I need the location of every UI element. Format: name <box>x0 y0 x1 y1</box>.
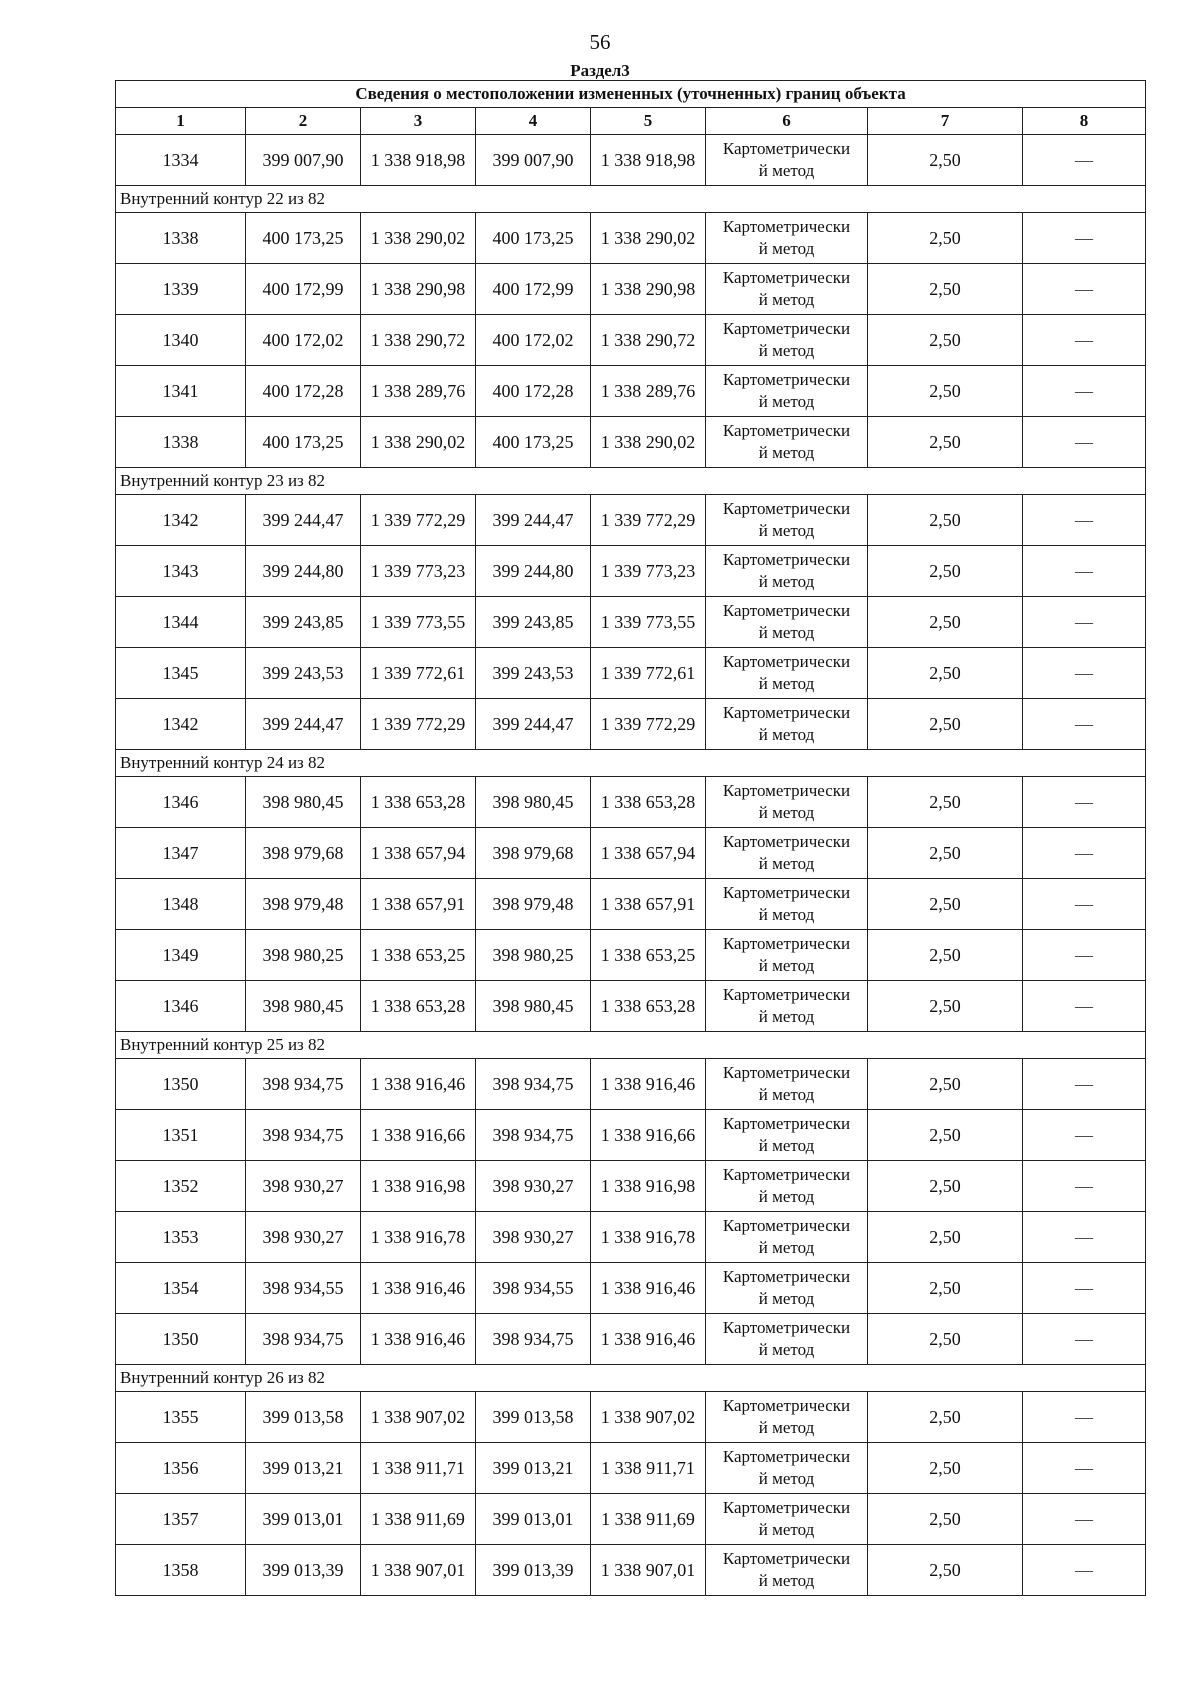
table-cell-col-6: Картометрически й метод <box>706 1110 868 1161</box>
table-cell-col-6: Картометрически й метод <box>706 1494 868 1545</box>
table-cell-col-7: 2,50 <box>868 135 1023 186</box>
table-cell-col-2: 399 244,47 <box>246 699 361 750</box>
table-cell-col-8: — <box>1023 264 1146 315</box>
table-cell-col-6: Картометрически й метод <box>706 1545 868 1596</box>
table-row <box>116 546 1146 597</box>
contour-header-row <box>116 1365 1146 1392</box>
table-cell-col-7: 2,50 <box>868 546 1023 597</box>
table-cell-col-5: 1 338 290,02 <box>591 417 706 468</box>
table-cell-col-2: 400 173,25 <box>246 417 361 468</box>
table-cell-col-7: 2,50 <box>868 1443 1023 1494</box>
table-cell-col-8: — <box>1023 699 1146 750</box>
table-cell-col-5: 1 338 653,25 <box>591 930 706 981</box>
table-cell-col-5: 1 339 772,29 <box>591 699 706 750</box>
table-cell-col-6: Картометрически й метод <box>706 546 868 597</box>
table-cell-col-5: 1 339 773,55 <box>591 597 706 648</box>
column-number-6: 6 <box>706 108 868 135</box>
table-cell-col-6: Картометрически й метод <box>706 1161 868 1212</box>
column-number-1: 1 <box>116 108 246 135</box>
table-row <box>116 777 1146 828</box>
table-cell-col-1: 1334 <box>116 135 246 186</box>
table-cell-col-3: 1 338 653,28 <box>361 777 476 828</box>
table-cell-col-3: 1 339 772,29 <box>361 495 476 546</box>
table-cell-col-3: 1 338 916,46 <box>361 1314 476 1365</box>
table-row <box>116 366 1146 417</box>
table-cell-col-7: 2,50 <box>868 366 1023 417</box>
table-row <box>116 495 1146 546</box>
table-cell-col-6: Картометрически й метод <box>706 648 868 699</box>
table-cell-col-7: 2,50 <box>868 417 1023 468</box>
table-cell-col-2: 399 243,53 <box>246 648 361 699</box>
table-cell-col-8: — <box>1023 495 1146 546</box>
table-cell-col-4: 398 980,25 <box>476 930 591 981</box>
contour-label: Внутренний контур 22 из 82 <box>116 186 1146 213</box>
table-cell-col-4: 398 980,45 <box>476 981 591 1032</box>
table-cell-col-4: 398 934,75 <box>476 1314 591 1365</box>
table-cell-col-3: 1 339 773,23 <box>361 546 476 597</box>
table-cell-col-3: 1 338 657,91 <box>361 879 476 930</box>
table-cell-col-6: Картометрически й метод <box>706 1212 868 1263</box>
table-row <box>116 1110 1146 1161</box>
page-number: 56 <box>589 30 611 54</box>
table-cell-col-1: 1353 <box>116 1212 246 1263</box>
table-cell-col-4: 398 934,75 <box>476 1110 591 1161</box>
column-number-5: 5 <box>591 108 706 135</box>
table-cell-col-4: 400 172,99 <box>476 264 591 315</box>
table-cell-col-3: 1 339 772,29 <box>361 699 476 750</box>
table-row <box>116 879 1146 930</box>
table-cell-col-2: 398 980,45 <box>246 777 361 828</box>
table-cell-col-4: 399 244,80 <box>476 546 591 597</box>
table-cell-col-4: 400 173,25 <box>476 213 591 264</box>
table-cell-col-7: 2,50 <box>868 264 1023 315</box>
table-cell-col-2: 399 013,01 <box>246 1494 361 1545</box>
table-cell-col-8: — <box>1023 546 1146 597</box>
table-cell-col-1: 1338 <box>116 417 246 468</box>
table-row <box>116 981 1146 1032</box>
table-cell-col-5: 1 339 772,29 <box>591 495 706 546</box>
table-cell-col-2: 398 934,75 <box>246 1059 361 1110</box>
table-cell-col-8: — <box>1023 1443 1146 1494</box>
table-cell-col-2: 400 172,02 <box>246 315 361 366</box>
table-cell-col-2: 399 013,21 <box>246 1443 361 1494</box>
table-cell-col-4: 399 013,01 <box>476 1494 591 1545</box>
table-cell-col-1: 1350 <box>116 1059 246 1110</box>
table-cell-col-7: 2,50 <box>868 1545 1023 1596</box>
table-cell-col-7: 2,50 <box>868 777 1023 828</box>
column-number-3: 3 <box>361 108 476 135</box>
table-cell-col-8: — <box>1023 213 1146 264</box>
table-cell-col-2: 399 007,90 <box>246 135 361 186</box>
table-cell-col-5: 1 338 911,69 <box>591 1494 706 1545</box>
table-cell-col-8: — <box>1023 1110 1146 1161</box>
table-cell-col-7: 2,50 <box>868 648 1023 699</box>
table-cell-col-8: — <box>1023 1161 1146 1212</box>
table-cell-col-3: 1 338 911,69 <box>361 1494 476 1545</box>
table-cell-col-6: Картометрически й метод <box>706 699 868 750</box>
table-cell-col-6: Картометрически й метод <box>706 828 868 879</box>
table-cell-col-5: 1 338 916,66 <box>591 1110 706 1161</box>
table-cell-col-8: — <box>1023 1392 1146 1443</box>
table-cell-col-1: 1339 <box>116 264 246 315</box>
table-cell-col-3: 1 338 653,25 <box>361 930 476 981</box>
column-number-7: 7 <box>868 108 1023 135</box>
table-cell-col-7: 2,50 <box>868 1161 1023 1212</box>
table-cell-col-1: 1357 <box>116 1494 246 1545</box>
table-caption: Сведения о местоположении измененных (уточненных) границ объекта <box>116 81 1146 108</box>
contour-label: Внутренний контур 23 из 82 <box>116 468 1146 495</box>
table-cell-col-2: 400 173,25 <box>246 213 361 264</box>
table-cell-col-8: — <box>1023 1494 1146 1545</box>
table-cell-col-5: 1 338 916,46 <box>591 1314 706 1365</box>
table-cell-col-3: 1 338 290,72 <box>361 315 476 366</box>
table-cell-col-3: 1 338 289,76 <box>361 366 476 417</box>
table-cell-col-4: 399 013,58 <box>476 1392 591 1443</box>
table-row <box>116 417 1146 468</box>
table-cell-col-7: 2,50 <box>868 981 1023 1032</box>
table-row <box>116 264 1146 315</box>
table-cell-col-1: 1352 <box>116 1161 246 1212</box>
table-cell-col-6: Картометрически й метод <box>706 264 868 315</box>
table-cell-col-1: 1351 <box>116 1110 246 1161</box>
table-cell-col-5: 1 338 290,72 <box>591 315 706 366</box>
table-cell-col-1: 1350 <box>116 1314 246 1365</box>
table-cell-col-7: 2,50 <box>868 828 1023 879</box>
table-cell-col-2: 399 013,39 <box>246 1545 361 1596</box>
table-row <box>116 1059 1146 1110</box>
table-cell-col-1: 1346 <box>116 981 246 1032</box>
table-cell-col-4: 399 013,39 <box>476 1545 591 1596</box>
column-number-2: 2 <box>246 108 361 135</box>
table-cell-col-4: 399 243,53 <box>476 648 591 699</box>
table-cell-col-1: 1343 <box>116 546 246 597</box>
table-cell-col-6: Картометрически й метод <box>706 1392 868 1443</box>
table-cell-col-5: 1 338 653,28 <box>591 777 706 828</box>
table-cell-col-2: 399 244,47 <box>246 495 361 546</box>
table-cell-col-5: 1 338 907,02 <box>591 1392 706 1443</box>
table-cell-col-1: 1354 <box>116 1263 246 1314</box>
table-cell-col-3: 1 338 653,28 <box>361 981 476 1032</box>
table-cell-col-1: 1345 <box>116 648 246 699</box>
table-cell-col-2: 399 244,80 <box>246 546 361 597</box>
table-cell-col-4: 399 244,47 <box>476 699 591 750</box>
column-number-row <box>116 108 1146 135</box>
table-cell-col-2: 398 930,27 <box>246 1161 361 1212</box>
table-cell-col-1: 1347 <box>116 828 246 879</box>
table-cell-col-5: 1 338 916,78 <box>591 1212 706 1263</box>
table-cell-col-5: 1 338 907,01 <box>591 1545 706 1596</box>
table-cell-col-2: 399 243,85 <box>246 597 361 648</box>
table-cell-col-1: 1355 <box>116 1392 246 1443</box>
table-row <box>116 930 1146 981</box>
table-cell-col-8: — <box>1023 930 1146 981</box>
table-cell-col-6: Картометрически й метод <box>706 417 868 468</box>
table-row <box>116 648 1146 699</box>
table-cell-col-5: 1 338 916,98 <box>591 1161 706 1212</box>
table-cell-col-7: 2,50 <box>868 1263 1023 1314</box>
table-cell-col-5: 1 338 911,71 <box>591 1443 706 1494</box>
table-cell-col-7: 2,50 <box>868 1392 1023 1443</box>
coordinates-table-container <box>115 80 1145 1596</box>
table-cell-col-3: 1 338 918,98 <box>361 135 476 186</box>
table-cell-col-2: 398 979,68 <box>246 828 361 879</box>
table-row <box>116 1161 1146 1212</box>
table-cell-col-1: 1349 <box>116 930 246 981</box>
table-cell-col-6: Картометрически й метод <box>706 1443 868 1494</box>
table-row <box>116 1443 1146 1494</box>
table-cell-col-1: 1342 <box>116 495 246 546</box>
table-cell-col-3: 1 338 290,02 <box>361 213 476 264</box>
contour-header-row <box>116 750 1146 777</box>
table-row <box>116 213 1146 264</box>
table-cell-col-4: 400 173,25 <box>476 417 591 468</box>
table-cell-col-5: 1 338 653,28 <box>591 981 706 1032</box>
table-cell-col-6: Картометрически й метод <box>706 777 868 828</box>
table-cell-col-1: 1341 <box>116 366 246 417</box>
table-cell-col-4: 399 013,21 <box>476 1443 591 1494</box>
table-cell-col-8: — <box>1023 1212 1146 1263</box>
table-cell-col-3: 1 338 911,71 <box>361 1443 476 1494</box>
contour-header-row <box>116 1032 1146 1059</box>
table-row <box>116 1545 1146 1596</box>
table-cell-col-4: 400 172,28 <box>476 366 591 417</box>
table-cell-col-2: 398 934,75 <box>246 1110 361 1161</box>
table-cell-col-6: Картометрически й метод <box>706 879 868 930</box>
table-cell-col-3: 1 338 916,46 <box>361 1059 476 1110</box>
column-number-4: 4 <box>476 108 591 135</box>
table-cell-col-2: 398 979,48 <box>246 879 361 930</box>
table-row <box>116 135 1146 186</box>
table-cell-col-7: 2,50 <box>868 597 1023 648</box>
table-cell-col-7: 2,50 <box>868 315 1023 366</box>
table-cell-col-6: Картометрически й метод <box>706 495 868 546</box>
contour-label: Внутренний контур 25 из 82 <box>116 1032 1146 1059</box>
table-cell-col-8: — <box>1023 1545 1146 1596</box>
table-cell-col-4: 400 172,02 <box>476 315 591 366</box>
table-cell-col-2: 398 980,25 <box>246 930 361 981</box>
table-cell-col-8: — <box>1023 828 1146 879</box>
table-cell-col-3: 1 339 773,55 <box>361 597 476 648</box>
table-cell-col-2: 398 930,27 <box>246 1212 361 1263</box>
table-cell-col-2: 400 172,99 <box>246 264 361 315</box>
table-cell-col-5: 1 339 772,61 <box>591 648 706 699</box>
table-cell-col-8: — <box>1023 315 1146 366</box>
contour-header-row <box>116 186 1146 213</box>
table-cell-col-8: — <box>1023 777 1146 828</box>
table-cell-col-5: 1 339 773,23 <box>591 546 706 597</box>
table-row <box>116 1494 1146 1545</box>
table-cell-col-3: 1 338 916,66 <box>361 1110 476 1161</box>
table-body <box>116 135 1146 1596</box>
table-cell-col-7: 2,50 <box>868 879 1023 930</box>
table-cell-col-8: — <box>1023 1314 1146 1365</box>
table-cell-col-1: 1348 <box>116 879 246 930</box>
table-cell-col-1: 1342 <box>116 699 246 750</box>
table-cell-col-4: 398 934,75 <box>476 1059 591 1110</box>
table-cell-col-8: — <box>1023 366 1146 417</box>
table-cell-col-1: 1338 <box>116 213 246 264</box>
table-row <box>116 1392 1146 1443</box>
table-cell-col-6: Картометрически й метод <box>706 366 868 417</box>
table-row <box>116 699 1146 750</box>
table-cell-col-7: 2,50 <box>868 699 1023 750</box>
table-cell-col-5: 1 338 289,76 <box>591 366 706 417</box>
table-cell-col-6: Картометрически й метод <box>706 597 868 648</box>
section-title: Раздел3 <box>570 61 630 80</box>
table-cell-col-3: 1 338 916,46 <box>361 1263 476 1314</box>
table-cell-col-7: 2,50 <box>868 930 1023 981</box>
table-cell-col-3: 1 338 290,02 <box>361 417 476 468</box>
table-cell-col-5: 1 338 916,46 <box>591 1263 706 1314</box>
table-cell-col-4: 398 979,48 <box>476 879 591 930</box>
table-row <box>116 1314 1146 1365</box>
table-cell-col-7: 2,50 <box>868 213 1023 264</box>
table-cell-col-1: 1344 <box>116 597 246 648</box>
table-cell-col-1: 1358 <box>116 1545 246 1596</box>
table-cell-col-5: 1 338 290,98 <box>591 264 706 315</box>
table-cell-col-6: Картометрически й метод <box>706 930 868 981</box>
table-cell-col-8: — <box>1023 597 1146 648</box>
table-cell-col-5: 1 338 657,94 <box>591 828 706 879</box>
table-row <box>116 828 1146 879</box>
table-cell-col-3: 1 338 290,98 <box>361 264 476 315</box>
table-cell-col-7: 2,50 <box>868 1494 1023 1545</box>
table-cell-col-8: — <box>1023 1263 1146 1314</box>
table-cell-col-8: — <box>1023 879 1146 930</box>
table-cell-col-4: 399 244,47 <box>476 495 591 546</box>
table-cell-col-8: — <box>1023 135 1146 186</box>
table-cell-col-6: Картометрически й метод <box>706 1314 868 1365</box>
table-cell-col-5: 1 338 918,98 <box>591 135 706 186</box>
coordinates-table <box>115 80 1146 1596</box>
table-cell-col-4: 398 934,55 <box>476 1263 591 1314</box>
table-cell-col-2: 398 934,55 <box>246 1263 361 1314</box>
table-cell-col-4: 398 930,27 <box>476 1212 591 1263</box>
table-cell-col-2: 400 172,28 <box>246 366 361 417</box>
table-cell-col-4: 399 007,90 <box>476 135 591 186</box>
table-cell-col-3: 1 338 657,94 <box>361 828 476 879</box>
table-row <box>116 1263 1146 1314</box>
table-cell-col-8: — <box>1023 981 1146 1032</box>
table-cell-col-4: 398 980,45 <box>476 777 591 828</box>
table-cell-col-5: 1 338 657,91 <box>591 879 706 930</box>
table-cell-col-6: Картометрически й метод <box>706 1263 868 1314</box>
table-cell-col-6: Картометрически й метод <box>706 981 868 1032</box>
table-cell-col-2: 398 980,45 <box>246 981 361 1032</box>
table-cell-col-7: 2,50 <box>868 1212 1023 1263</box>
table-cell-col-4: 399 243,85 <box>476 597 591 648</box>
table-row <box>116 597 1146 648</box>
table-cell-col-3: 1 338 916,98 <box>361 1161 476 1212</box>
table-cell-col-4: 398 930,27 <box>476 1161 591 1212</box>
table-cell-col-4: 398 979,68 <box>476 828 591 879</box>
table-cell-col-6: Картометрически й метод <box>706 213 868 264</box>
table-cell-col-6: Картометрически й метод <box>706 135 868 186</box>
table-cell-col-7: 2,50 <box>868 1059 1023 1110</box>
table-cell-col-2: 399 013,58 <box>246 1392 361 1443</box>
contour-label: Внутренний контур 24 из 82 <box>116 750 1146 777</box>
table-cell-col-1: 1340 <box>116 315 246 366</box>
table-cell-col-3: 1 339 772,61 <box>361 648 476 699</box>
table-cell-col-3: 1 338 916,78 <box>361 1212 476 1263</box>
table-cell-col-7: 2,50 <box>868 1314 1023 1365</box>
contour-header-row <box>116 468 1146 495</box>
table-cell-col-8: — <box>1023 1059 1146 1110</box>
table-cell-col-6: Картометрически й метод <box>706 315 868 366</box>
table-cell-col-3: 1 338 907,01 <box>361 1545 476 1596</box>
table-cell-col-6: Картометрически й метод <box>706 1059 868 1110</box>
contour-label: Внутренний контур 26 из 82 <box>116 1365 1146 1392</box>
table-cell-col-1: 1356 <box>116 1443 246 1494</box>
table-cell-col-3: 1 338 907,02 <box>361 1392 476 1443</box>
table-row <box>116 1212 1146 1263</box>
table-cell-col-5: 1 338 290,02 <box>591 213 706 264</box>
table-cell-col-8: — <box>1023 648 1146 699</box>
table-cell-col-5: 1 338 916,46 <box>591 1059 706 1110</box>
table-cell-col-1: 1346 <box>116 777 246 828</box>
table-cell-col-2: 398 934,75 <box>246 1314 361 1365</box>
table-cell-col-7: 2,50 <box>868 495 1023 546</box>
table-cell-col-8: — <box>1023 417 1146 468</box>
table-cell-col-7: 2,50 <box>868 1110 1023 1161</box>
column-number-8: 8 <box>1023 108 1146 135</box>
table-row <box>116 315 1146 366</box>
